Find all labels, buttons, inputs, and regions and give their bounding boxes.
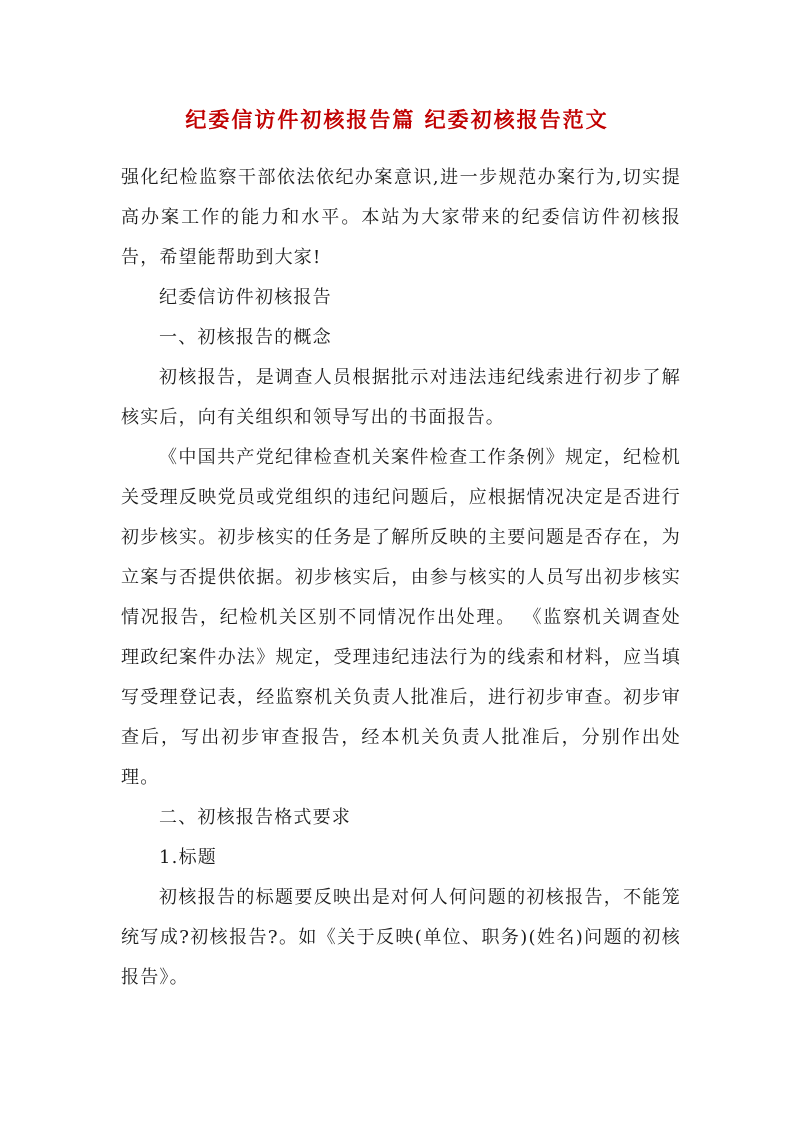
- paragraph-intro: 强化纪检监察干部依法依纪办案意识,进一步规范办案行为,切实提高办案工作的能力和水平。本站为大家带来的纪委信访件初核报告，希望能帮助到大家!: [121, 167, 681, 268]
- section-heading-concept: 一、初核报告的概念: [159, 327, 332, 348]
- section-heading-format: 二、初核报告格式要求: [159, 807, 351, 828]
- subsection-heading-title: 1.标题: [159, 847, 217, 868]
- paragraph-definition: 初核报告，是调查人员根据批示对违法违纪线索进行初步了解核实后，向有关组织和领导写出的书面报告。: [121, 367, 681, 428]
- document-body: [121, 158, 681, 998]
- paragraph-subtitle: 纪委信访件初核报告: [159, 287, 332, 308]
- paragraph-title-requirement: 初核报告的标题要反映出是对何人何问题的初核报告，不能笼统写成?初核报告?。如《关于反映(单位、职务)(姓名)问题的初核报告》。: [121, 887, 681, 988]
- document-title: 纪委信访件初核报告篇 纪委初核报告范文: [185, 107, 609, 132]
- paragraph-regulations: 《中国共产党纪律检查机关案件检查工作条例》规定，纪检机关受理反映党员或党组织的违纪问题后，应根据情况决定是否进行初步核实。初步核实的任务是了解所反映的主要问题是否存在，为立案与否提供依据。初步核实后，由参与核实的人员写出初步核实情况报告，纪检机关区别不同情况作出处理。 《监察机关调查处理政纪案件办法》规定，受理违纪违法行为的线索和材料，应当填写受理登记表，经监察机关负责人批准后，进行初步审查。初步审查后，写出初步审查报告，经本机关负责人批准后，分别作出处理。: [121, 447, 681, 788]
